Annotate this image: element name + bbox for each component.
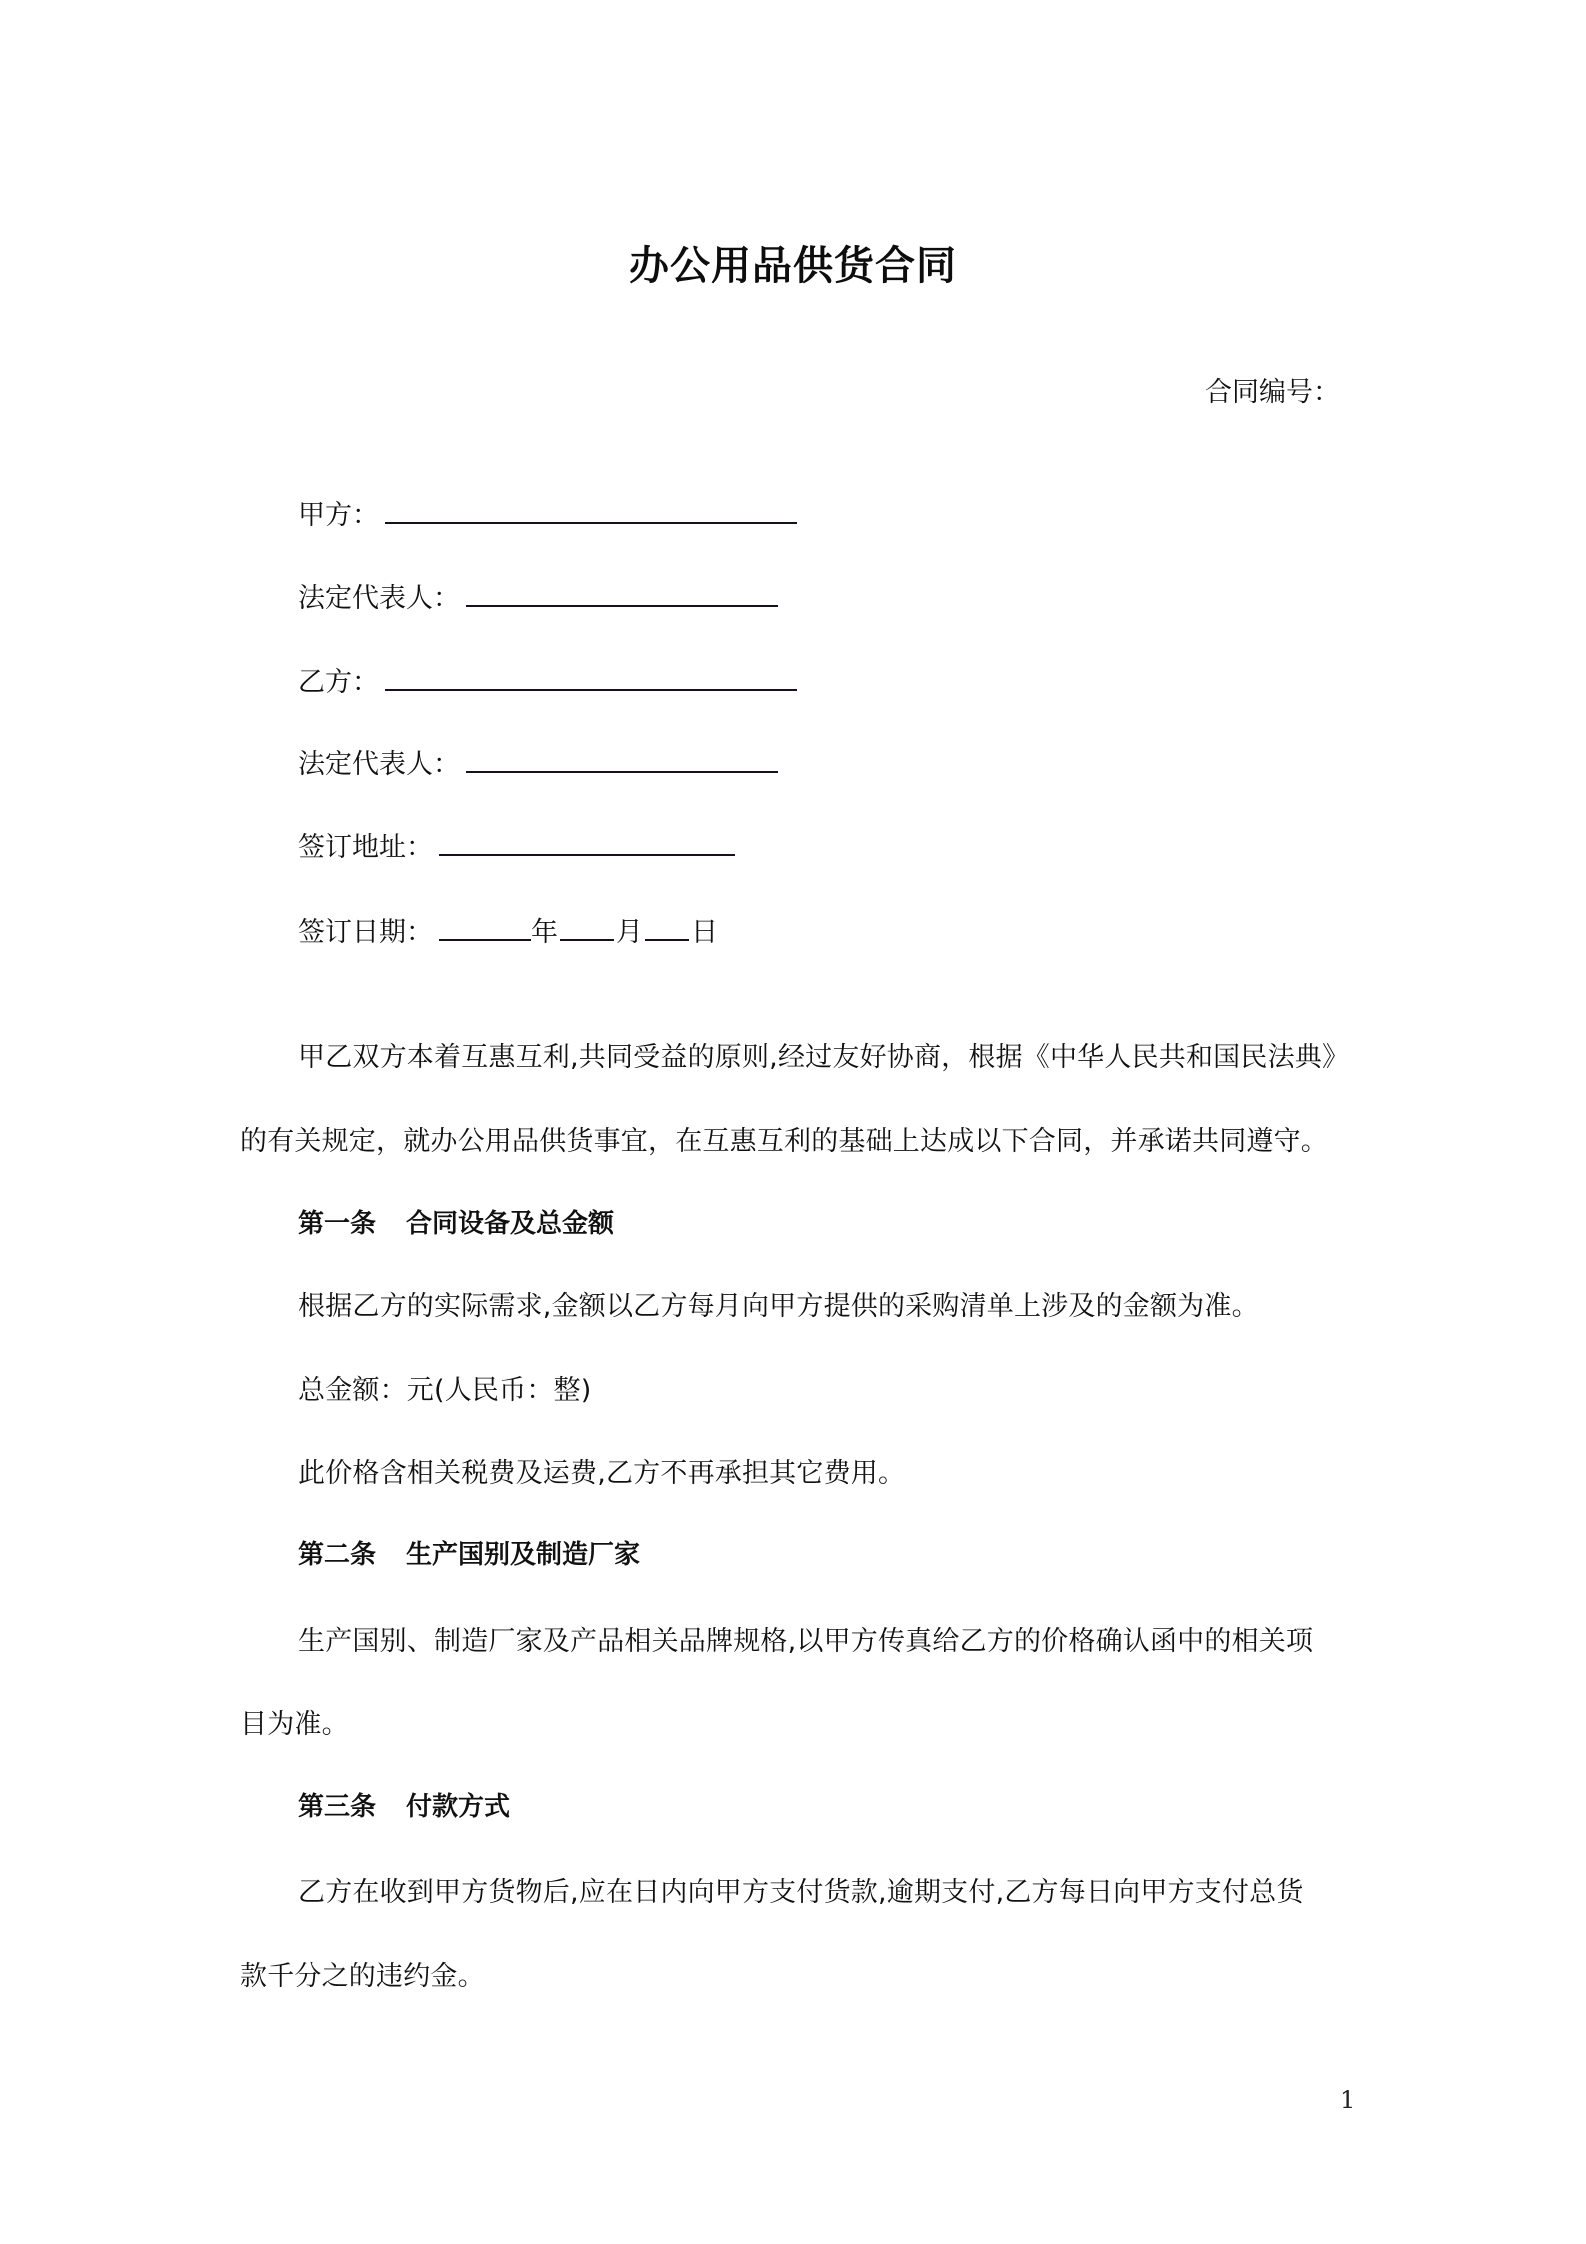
article-2-line-1: 生产国别、制造厂家及产品相关品牌规格,以甲方传真给乙方的价格确认函中的相关项 — [298, 1626, 1314, 1657]
article-2-heading — [298, 1534, 640, 1571]
sign-address-label: 签订地址： — [298, 832, 433, 863]
article-1-number: 第一条 — [298, 1209, 377, 1239]
article-2-number: 第二条 — [298, 1540, 377, 1570]
party-b-field — [298, 660, 797, 699]
party-a-blank[interactable] — [385, 500, 797, 524]
article-1-heading — [298, 1203, 614, 1240]
party-b-rep-field — [298, 742, 778, 781]
party-a-rep-label: 法定代表人： — [298, 583, 460, 614]
sign-address-blank[interactable] — [439, 832, 735, 856]
article-3-line-2: 款千分之的违约金。 — [240, 1961, 485, 1992]
article-2-title: 生产国别及制造厂家 — [406, 1540, 641, 1570]
party-a-field — [298, 493, 797, 532]
party-b-blank[interactable] — [385, 667, 797, 691]
party-a-rep-field — [298, 576, 778, 615]
party-a-label: 甲方： — [298, 500, 379, 531]
sign-day-blank[interactable] — [645, 917, 689, 941]
day-unit: 日 — [691, 917, 718, 948]
contract-number-label: 合同编号： — [1205, 377, 1340, 408]
article-3-heading — [298, 1786, 510, 1823]
sign-address-field — [298, 825, 735, 864]
article-2-line-2: 目为准。 — [240, 1709, 349, 1740]
party-b-label: 乙方： — [298, 667, 379, 698]
party-b-rep-label: 法定代表人： — [298, 749, 460, 780]
year-unit: 年 — [531, 917, 558, 948]
document-title: 办公用品供货合同 — [629, 243, 957, 289]
page-number: 1 — [1340, 2086, 1356, 2114]
preamble-line-1: 甲乙双方本着互惠互利,共同受益的原则,经过友好协商，根据《中华人民共和国民法典》 — [298, 1042, 1350, 1073]
sign-date-field — [298, 910, 718, 949]
article-1-line-2: 总金额：元(人民币：整) — [298, 1375, 592, 1406]
article-3-line-1: 乙方在收到甲方货物后,应在日内向甲方支付货款,逾期支付,乙方每日向甲方支付总货 — [298, 1877, 1304, 1908]
article-3-number: 第三条 — [298, 1792, 377, 1822]
party-b-rep-blank[interactable] — [466, 749, 778, 773]
article-1-line-1: 根据乙方的实际需求,金额以乙方每月向甲方提供的采购清单上涉及的金额为准。 — [298, 1291, 1259, 1322]
sign-year-blank[interactable] — [439, 917, 531, 941]
preamble-line-2: 的有关规定，就办公用品供货事宜，在互惠互利的基础上达成以下合同，并承诺共同遵守。 — [240, 1126, 1328, 1157]
month-unit: 月 — [616, 917, 643, 948]
article-1-line-3: 此价格含相关税费及运费,乙方不再承担其它费用。 — [298, 1458, 906, 1489]
sign-month-blank[interactable] — [560, 917, 614, 941]
party-a-rep-blank[interactable] — [466, 583, 778, 607]
sign-date-label: 签订日期： — [298, 917, 433, 948]
article-3-title: 付款方式 — [406, 1792, 511, 1822]
article-1-title: 合同设备及总金额 — [406, 1209, 615, 1239]
